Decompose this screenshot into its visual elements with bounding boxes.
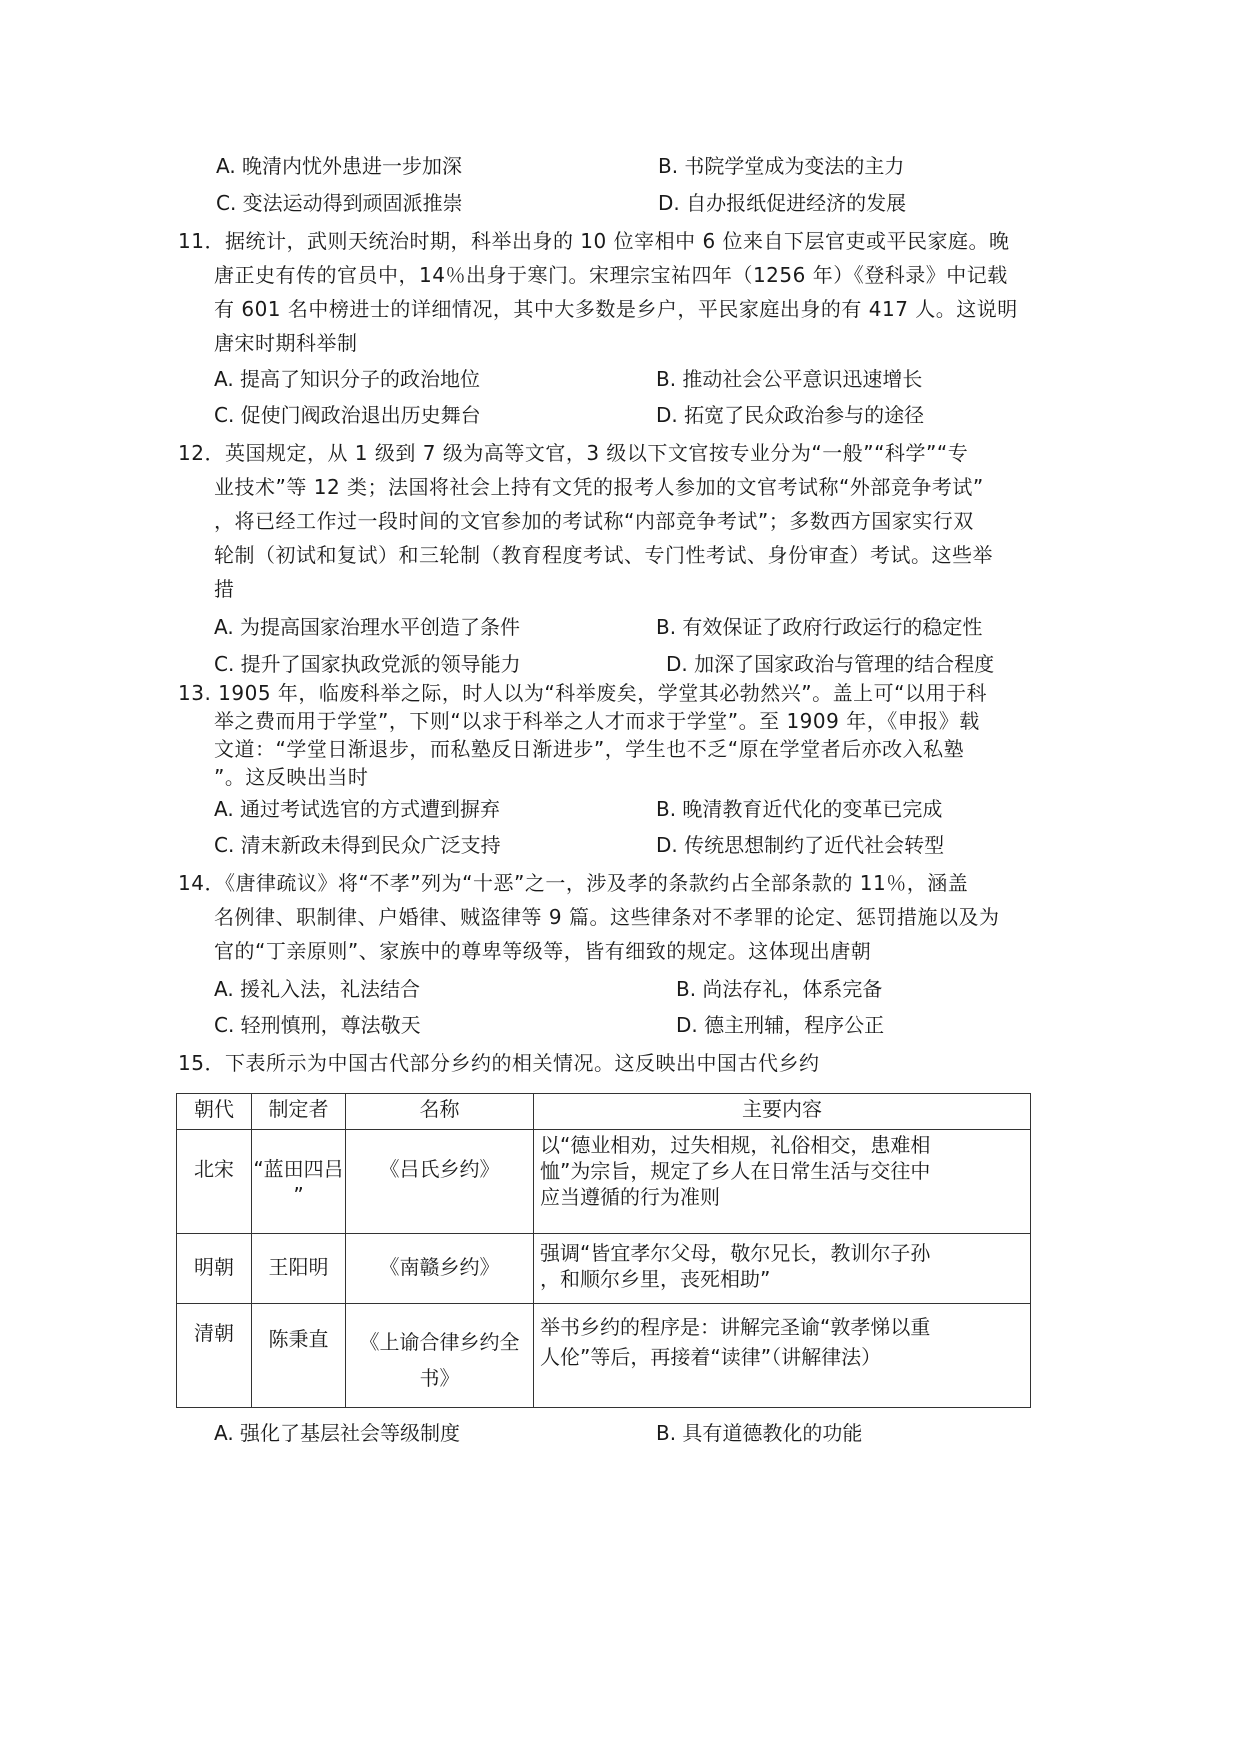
q14-option-a: A. 援礼入法，礼法结合	[214, 977, 421, 1001]
q14-option-c: C. 轻刑慎刑，尊法敬天	[214, 1013, 421, 1037]
q15-stem: 15．下表所示为中国古代部分乡约的相关情况。这反映出中国古代乡约	[178, 1051, 820, 1075]
cell-dynasty: 北宋	[177, 1130, 252, 1234]
table-header-row	[177, 1094, 1031, 1130]
cell-content: 强调“皆宜孝尔父母，敬尔兄长，教训尔子孙 ，和顺尔乡里，丧死相助”	[534, 1234, 1031, 1304]
header-cell-content: 主要内容	[534, 1094, 1031, 1130]
q13-option-d: D. 传统思想制约了近代社会转型	[656, 833, 945, 857]
q12-option-b: B. 有效保证了政府行政运行的稳定性	[656, 615, 983, 639]
q12-stem-line: ，将已经工作过一段时间的文官参加的考试称“内部竞争考试”；多数西方国家实行双	[214, 509, 974, 533]
cell-author: “蓝田四吕 ”	[252, 1130, 346, 1234]
q12-stem-line: 轮制（初试和复试）和三轮制（教育程度考试、专门性考试、身份审查）考试。这些举	[214, 543, 993, 567]
q11-option-a: A. 提高了知识分子的政治地位	[214, 367, 481, 391]
q13-option-c: C. 清末新政未得到民众广泛支持	[214, 833, 501, 857]
q11-option-b: B. 推动社会公平意识迅速增长	[656, 367, 923, 391]
q13-stem-line: 文道：“学堂日渐退步，而私塾反日渐进步”，学生也不乏“原在学堂者后亦改入私塾	[214, 737, 965, 761]
q13-stem-line: 13. 1905 年，临废科举之际，时人以为“科举废矣，学堂其必勃然兴”。盖上可“以用于科	[178, 681, 988, 705]
cell-dynasty: 清朝	[177, 1304, 252, 1408]
q11-option-c: C. 促使门阀政治退出历史舞台	[214, 403, 481, 427]
header-cell-dynasty: 朝代	[177, 1094, 252, 1130]
q13-stem-line: ”。这反映出当时	[214, 765, 369, 789]
q14-stem-line: 14．《唐律疏议》将“不孝”列为“十恶”之一，涉及孝的条款约占全部条款的 11％，涵盖	[178, 871, 969, 895]
cell-author: 王阳明	[252, 1234, 346, 1304]
q12-option-c: C. 提升了国家执政党派的领导能力	[214, 652, 521, 676]
table-row	[177, 1234, 1031, 1304]
village-covenant-table	[176, 1093, 1031, 1408]
q14-option-b: B. 尚法存礼，体系完备	[676, 977, 883, 1001]
q10-option-d: D. 自办报纸促进经济的发展	[658, 191, 907, 215]
q13-stem-line: 举之费而用于学堂”，下则“以求于科举之人才而求于学堂”。至 1909 年，《申报》载	[214, 709, 980, 733]
q12-option-d: D. 加深了国家政治与管理的结合程度	[666, 652, 995, 676]
q14-stem-line: 名例律、职制律、户婚律、贼盗律等 9 篇。这些律条对不孝罪的论定、惩罚措施以及为	[214, 905, 1000, 929]
q11-option-d: D. 拓宽了民众政治参与的途径	[656, 403, 925, 427]
q10-option-c: C. 变法运动得到顽固派推崇	[216, 191, 463, 215]
q13-option-a: A. 通过考试选官的方式遭到摒弃	[214, 797, 501, 821]
q12-option-a: A. 为提高国家治理水平创造了条件	[214, 615, 521, 639]
q13-option-b: B. 晚清教育近代化的变革已完成	[656, 797, 943, 821]
q10-option-a: A. 晚清内忧外患进一步加深	[216, 154, 463, 178]
q11-stem-line: 唐宋时期科举制	[214, 331, 358, 355]
q15-option-b: B. 具有道德教化的功能	[656, 1421, 863, 1445]
q11-stem-line: 唐正史有传的官员中，14％出身于寒门。宋理宗宝祐四年（1256 年）《登科录》中记载	[214, 263, 1008, 287]
table-row	[177, 1304, 1031, 1408]
cell-dynasty: 明朝	[177, 1234, 252, 1304]
q10-option-b: B. 书院学堂成为变法的主力	[658, 154, 905, 178]
cell-name: 《南赣乡约》	[346, 1234, 534, 1304]
cell-name: 《上谕合律乡约全 书》	[346, 1304, 534, 1408]
table-row	[177, 1130, 1031, 1234]
cell-content: 举书乡约的程序是：讲解完圣谕“敦孝悌以重 人伦”等后，再接着“读律”（讲解律法）	[534, 1304, 1031, 1408]
header-cell-name: 名称	[346, 1094, 534, 1130]
q12-stem-line: 12．英国规定，从 1 级到 7 级为高等文官，3 级以下文官按专业分为“一般”“科学”“专	[178, 441, 969, 465]
cell-name: 《吕氏乡约》	[346, 1130, 534, 1234]
q12-stem-line: 措	[214, 577, 235, 601]
q15-option-a: A. 强化了基层社会等级制度	[214, 1421, 461, 1445]
cell-content: 以“德业相劝，过失相规，礼俗相交，患难相 恤”为宗旨，规定了乡人在日常生活与交往中 应当遵循的行为准则	[534, 1130, 1031, 1234]
cell-author: 陈秉直	[252, 1304, 346, 1408]
header-cell-author: 制定者	[252, 1094, 346, 1130]
q11-stem-line: 有 601 名中榜进士的详细情况，其中大多数是乡户，平民家庭出身的有 417 人。这说明	[214, 297, 1018, 321]
q11-stem-line: 11．据统计，武则天统治时期，科举出身的 10 位宰相中 6 位来自下层官吏或平民家庭。晚	[178, 229, 1010, 253]
q14-stem-line: 官的“丁亲原则”、家族中的尊卑等级等，皆有细致的规定。这体现出唐朝	[214, 939, 872, 963]
q12-stem-line: 业技术”等 12 类；法国将社会上持有文凭的报考人参加的文官考试称“外部竞争考试”	[214, 475, 984, 499]
q14-option-d: D. 德主刑辅，程序公正	[676, 1013, 885, 1037]
